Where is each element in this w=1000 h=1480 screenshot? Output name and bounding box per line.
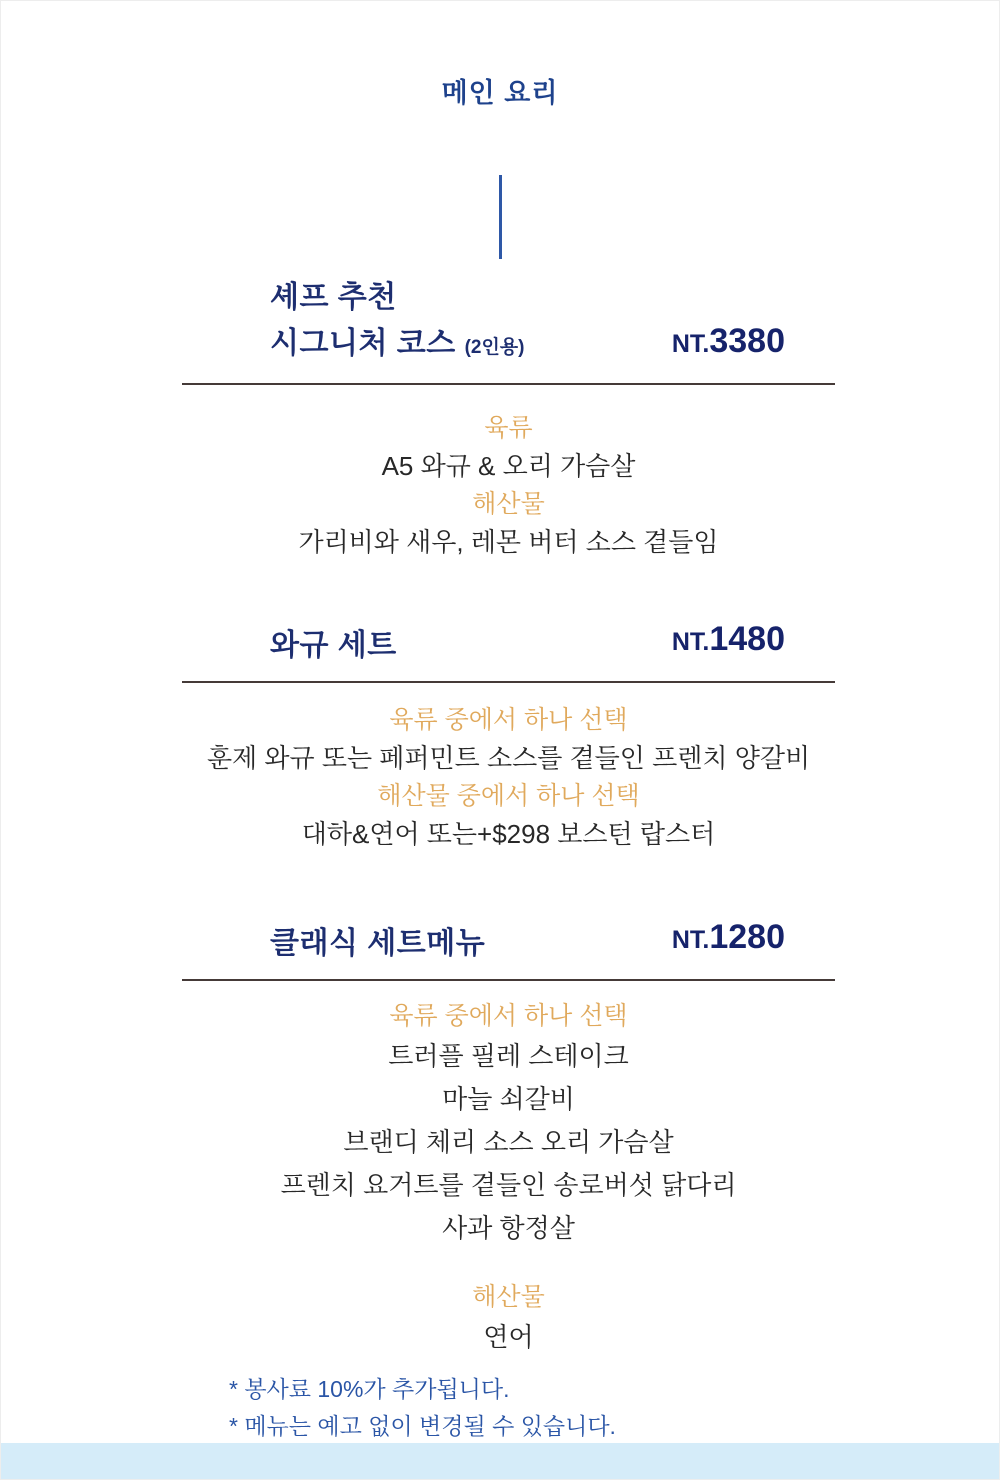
page-title: 메인 요리 [441,78,559,108]
price-amount: 1280 [709,918,785,956]
group-label-seafood: 해산물 [472,1283,545,1311]
section-price [672,616,785,669]
price-amount: 1480 [709,620,785,658]
section-body [182,699,835,851]
section-body [182,995,835,1357]
section-divider [182,979,835,981]
section-body [182,407,835,559]
menu-section-wagyu-set [182,616,835,851]
menu-item: 트러플 필레 스테이크 [388,1041,629,1071]
section-name [270,275,525,371]
section-divider [182,681,835,683]
section-name: 와규 세트 [270,629,397,662]
section-name-line2 [270,321,525,371]
vertical-divider [499,175,502,259]
footnote-menu-change: * 메뉴는 예고 없이 변경될 수 있습니다. [229,1413,616,1439]
group-label-seafood: 해산물 [472,490,545,518]
section-name-line1: 셰프 추천 [270,281,397,314]
menu-content [182,275,835,1445]
group-label-seafood-choice: 해산물 중에서 하나 선택 [377,782,640,810]
menu-item: 훈제 와규 또는 페퍼민트 소스를 곁들인 프렌치 양갈비 [206,742,811,773]
serving-note: (2인용) [464,337,525,358]
menu-item: 대하&연어 또는+$298 보스턴 랍스터 [301,818,716,849]
menu-item: 마늘 쇠갈비 [442,1084,575,1114]
menu-item: 사과 항정살 [442,1213,575,1243]
menu-section-signature-course [182,275,835,559]
section-name: 클래식 세트메뉴 [270,927,486,960]
menu-item: 프렌치 요거트를 곁들인 송로버섯 닭다리 [280,1170,737,1200]
menu-item: A5 와규 & 오리 가슴살 [381,450,636,481]
group-label-meat-choice: 육류 중에서 하나 선택 [389,1002,628,1030]
section-header [182,616,835,669]
bottom-accent-bar [1,1443,999,1479]
group-label-meat-choice: 육류 중에서 하나 선택 [389,706,628,734]
section-header [182,914,835,967]
currency-prefix: NT. [671,926,710,954]
section-price [672,318,785,371]
footnote-service-charge: * 봉사료 10%가 추가됩니다. [229,1376,510,1402]
footnotes [182,1371,835,1445]
section-divider [182,383,835,385]
group-label-meat: 육류 [484,414,533,442]
section-price [672,914,785,967]
menu-item: 브랜디 체리 소스 오리 가슴살 [343,1127,674,1157]
section-header [182,275,835,371]
menu-section-classic-set [182,914,835,1357]
currency-prefix: NT. [671,628,710,656]
price-amount: 3380 [709,322,785,360]
currency-prefix: NT. [671,330,710,358]
section-name-text: 시그니처 코스 [270,327,456,360]
menu-item: 가리비와 새우, 레몬 버터 소스 곁들임 [298,526,719,557]
menu-item: 연어 [483,1322,534,1352]
